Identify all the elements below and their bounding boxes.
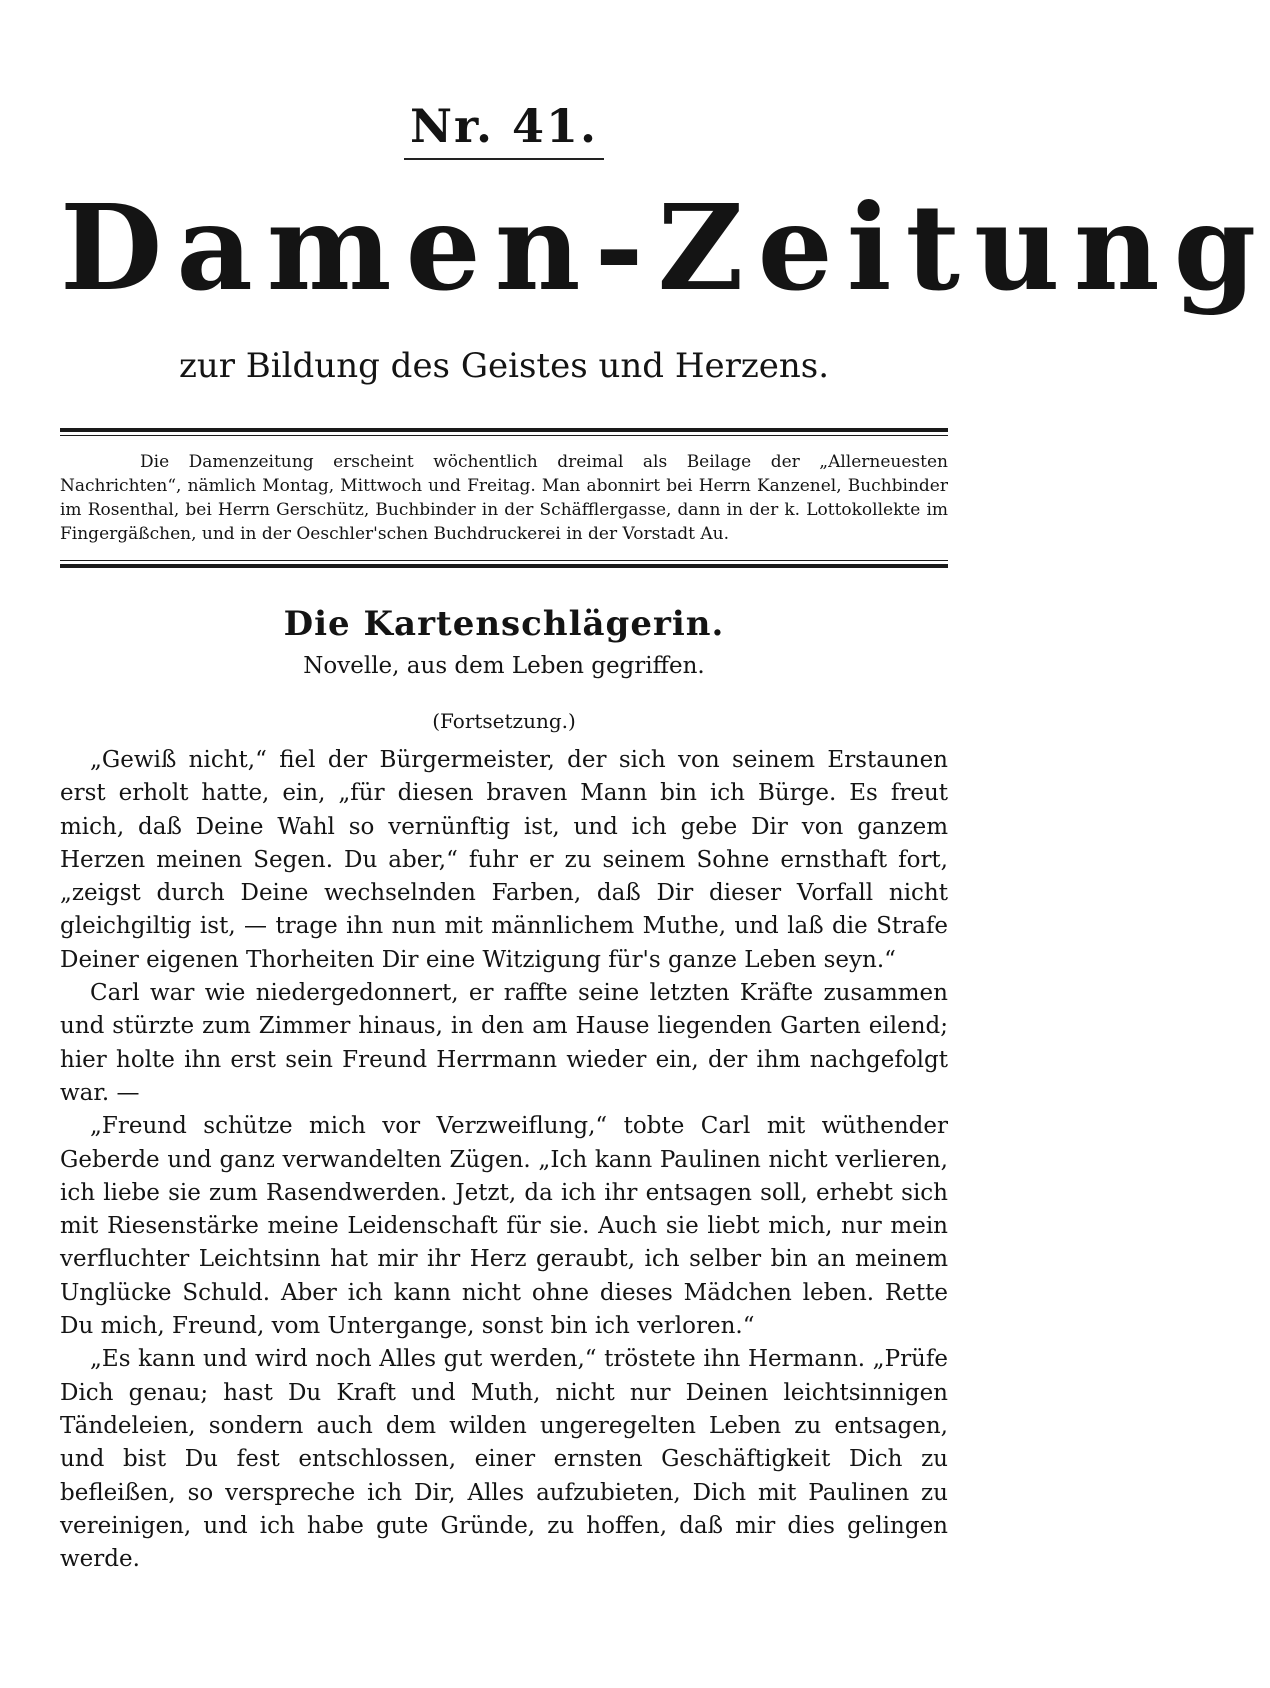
story-paragraph: „Gewiß nicht,“ fiel der Bürgermeister, der sich von seinem Erstaunen erst erholt hatte, ein, „für diesen braven Mann bin ich Bürge. Es freut mich, daß Deine Wahl so vernünftig ist, und ich gebe Dir von ganzem Herzen meinen Segen. Du aber,“ fuhr er zu seinem Sohne ernsthaft fort, „zeigst durch Deine wechselnden Farben, daß Dir dieser Vorfall nicht gleichgiltig ist, — trage ihn nun mit männlichem Muthe, und laß die Strafe Deiner eigenen Thorheiten Dir eine Witzigung für's ganze Leben seyn.“ [60,747,948,973]
story-title: Die Kartenschlägerin. [283,604,725,644]
divider-thin [60,560,948,561]
story-paragraph: „Es kann und wird noch Alles gut werden,“ tröstete ihn Hermann. „Prüfe Dich genau; hast Du Kraft und Muth, nicht nur Deinen leichtsinnigen Tändeleien, sondern auch dem wilden ungeregelten Leben zu entsagen, und bist Du fest entschlossen, einer ernsten Geschäftigkeit Dich zu befleißen, so verspreche ich Dir, Alles aufzubieten, Dich mit Paulinen zu vereinigen, und ich habe gute Gründe, zu hoffen, daß mir dies gelingen werde. [60,1346,948,1573]
story-subtitle: Novelle, aus dem Leben gegriffen. [303,653,705,679]
story-paragraph: Carl war wie niedergedonnert, er raffte seine letzten Kräfte zusammen und stürzte zum Zimmer hinaus, in den am Hause liegenden Garten eilend; hier holte ihn erst sein Freund Herrmann wieder ein, der ihm nachgefolgt war. — [60,980,948,1106]
issue-number-underline [404,158,604,160]
notice-divider [60,560,948,568]
header-divider [60,428,948,436]
masthead-subtitle: zur Bildung des Geistes und Herzens. [178,346,830,386]
divider-thick [60,428,948,432]
story-body [60,744,948,1576]
divider-thick [60,564,948,568]
masthead-title: Damen-Zeitung [60,178,1270,317]
continuation-note: (Fortsetzung.) [432,709,576,733]
story-paragraph: „Freund schütze mich vor Verzweiflung,“ tobte Carl mit wüthender Geberde und ganz verwandelten Zügen. „Ich kann Paulinen nicht verlieren, ich liebe sie zum Rasendwerden. Jetzt, da ich ihr entsagen soll, erhebt sich mit Riesenstärke meine Leidenschaft für sie. Auch sie liebt mich, nur mein verfluchter Leichtsinn hat mir ihr Herz geraubt, ich selber bin an meinem Unglücke Schuld. Aber ich kann nicht ohne dieses Mädchen leben. Rette Du mich, Freund, vom Untergange, sonst bin ich verloren.“ [60,1113,948,1340]
subscription-notice: Die Damenzeitung erscheint wöchentlich dreimal als Beilage der „Allerneuesten Nachrichten“, nämlich Montag, Mittwoch und Freitag. Man abonnirt bei Herrn Kanzenel, Buchbinder im Rosenthal, bei Herrn Gerschütz, Buchbinder in der Schäfflergasse, dann in der k. Lottokollekte im Fingergäßchen, und in der Oeschler'schen Buchdruckerei in der Vorstadt Au. [60,452,948,544]
divider-thin [60,435,948,436]
issue-number: Nr. 41. [409,99,599,153]
